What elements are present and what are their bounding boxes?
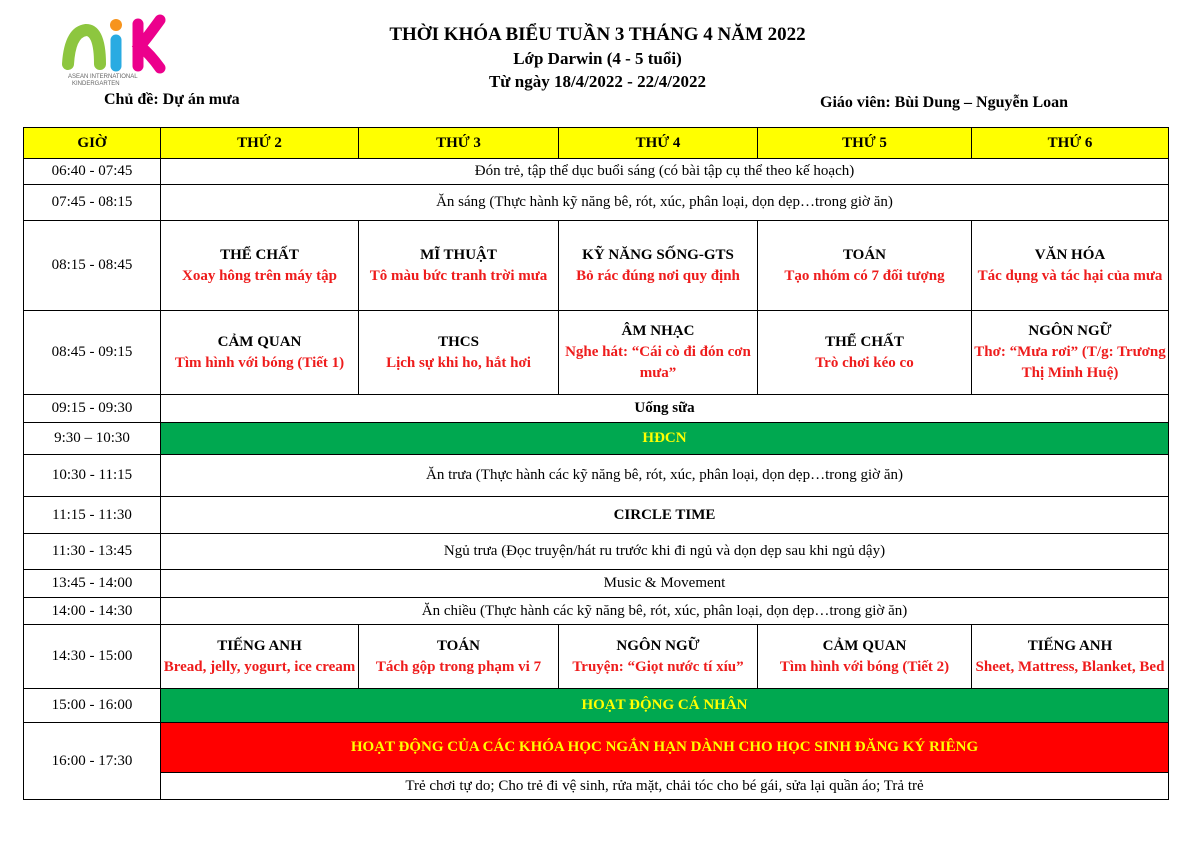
- lesson-detail: Nghe hát: “Cái cò đi đón cơn mưa”: [565, 344, 751, 381]
- lesson-detail: Xoay hông trên máy tập: [181, 267, 337, 284]
- col-wed-header: THỨ 4: [559, 128, 758, 159]
- lesson-cell: [559, 311, 758, 395]
- col-tue-header: THỨ 3: [359, 128, 559, 159]
- subject-label: VĂN HÓA: [1034, 246, 1106, 263]
- lesson-cell: [359, 311, 559, 395]
- activity-cell: HOẠT ĐỘNG CỦA CÁC KHÓA HỌC NGẮN HẠN DÀNH CHO HỌC SINH ĐĂNG KÝ RIÊNG: [161, 723, 1169, 773]
- class-name: Lớp Darwin (4 - 5 tuổi): [513, 49, 682, 68]
- col-thu-header: THỨ 5: [758, 128, 972, 159]
- lesson-cell: [161, 625, 359, 689]
- lesson-cell: [758, 221, 972, 311]
- table-row: [24, 395, 1169, 423]
- time-cell: 06:40 - 07:45: [24, 159, 161, 185]
- lesson-cell: [359, 625, 559, 689]
- table-row: [24, 689, 1169, 723]
- col-time-header: GIỜ: [24, 128, 161, 159]
- lesson-cell: [758, 311, 972, 395]
- lesson-detail: Sheet, Mattress, Blanket, Bed: [975, 658, 1165, 675]
- schedule-title: THỜI KHÓA BIỂU TUẦN 3 THÁNG 4 NĂM 2022: [389, 24, 806, 45]
- subject-label: CẢM QUAN: [822, 637, 907, 654]
- table-row: [24, 497, 1169, 534]
- subject-label: THỂ CHẤT: [825, 333, 904, 350]
- activity-cell: Music & Movement: [161, 570, 1169, 598]
- lesson-cell: [161, 221, 359, 311]
- time-cell: 13:45 - 14:00: [24, 570, 161, 598]
- activity-cell: Trẻ chơi tự do; Cho trẻ đi vệ sinh, rửa mặt, chải tóc cho bé gái, sửa lại quần áo; Trả trẻ: [161, 773, 1169, 800]
- lesson-detail: Trò chơi kéo co: [815, 354, 914, 371]
- lesson-detail: Tạo nhóm có 7 đối tượng: [784, 267, 945, 284]
- lesson-detail: Tác dụng và tác hại của mưa: [977, 267, 1163, 284]
- subject-label: TOÁN: [436, 637, 481, 654]
- lesson-cell: [972, 625, 1169, 689]
- activity-cell: CIRCLE TIME: [161, 497, 1169, 534]
- subject-label: NGÔN NGỮ: [616, 637, 700, 654]
- subject-label: TOÁN: [842, 246, 887, 263]
- table-row: [24, 570, 1169, 598]
- lesson-detail: Truyện: “Giọt nước tí xíu”: [572, 658, 744, 675]
- activity-cell: Ngủ trưa (Đọc truyện/hát ru trước khi đi ngủ và dọn dẹp sau khi ngủ dậy): [161, 534, 1169, 570]
- teacher-label: Giáo viên: Bùi Dung – Nguyễn Loan: [820, 94, 1069, 111]
- logo-caption-2: KINDERGARTEN: [72, 81, 120, 87]
- activity-cell: Ăn sáng (Thực hành kỹ năng bê, rót, xúc, phân loại, dọn dẹp…trong giờ ăn): [161, 185, 1169, 221]
- activity-cell: Ăn chiều (Thực hành các kỹ năng bê, rót, xúc, phân loại, dọn dẹp…trong giờ ăn): [161, 598, 1169, 625]
- subject-label: NGÔN NGỮ: [1028, 323, 1112, 339]
- lesson-cell: [559, 221, 758, 311]
- table-row: [24, 625, 1169, 689]
- date-range: Từ ngày 18/4/2022 - 22/4/2022: [488, 72, 707, 91]
- time-cell: 10:30 - 11:15: [24, 455, 161, 497]
- table-row: [24, 534, 1169, 570]
- table-row: [24, 455, 1169, 497]
- subject-label: ÂM NHẠC: [621, 323, 695, 339]
- header-row: [24, 128, 1169, 159]
- time-cell: 15:00 - 16:00: [24, 689, 161, 723]
- lesson-detail: Tô màu bức tranh trời mưa: [369, 267, 548, 284]
- table-row: [24, 221, 1169, 311]
- subject-label: MĨ THUẬT: [420, 246, 497, 263]
- table-row: [24, 423, 1169, 455]
- subject-label: THỂ CHẤT: [220, 246, 299, 263]
- activity-cell: HĐCN: [161, 423, 1169, 455]
- col-fri-header: THỨ 6: [972, 128, 1169, 159]
- time-cell: 9:30 – 10:30: [24, 423, 161, 455]
- subject-label: TIẾNG ANH: [217, 637, 302, 654]
- table-row: [24, 311, 1169, 395]
- time-cell: 14:30 - 15:00: [24, 625, 161, 689]
- col-mon-header: THỨ 2: [161, 128, 359, 159]
- lesson-detail: Tìm hình với bóng (Tiết 2): [779, 658, 950, 675]
- timetable: [23, 127, 1169, 800]
- activity-cell: HOẠT ĐỘNG CÁ NHÂN: [161, 689, 1169, 723]
- time-cell: 08:45 - 09:15: [24, 311, 161, 395]
- lesson-cell: [559, 625, 758, 689]
- lesson-detail: Tách gộp trong phạm vi 7: [375, 658, 542, 675]
- logo-caption-1: ASEAN INTERNATIONAL: [68, 74, 138, 80]
- lesson-cell: [359, 221, 559, 311]
- lesson-cell: [972, 311, 1169, 395]
- time-cell: 14:00 - 14:30: [24, 598, 161, 625]
- time-cell: 11:15 - 11:30: [24, 497, 161, 534]
- activity-cell: Uống sữa: [161, 395, 1169, 423]
- lesson-detail: Thơ: “Mưa rơi” (T/g: Trương Thị Minh Huệ): [974, 344, 1166, 381]
- time-cell: 08:15 - 08:45: [24, 221, 161, 311]
- lesson-cell: [972, 221, 1169, 311]
- subject-label: TIẾNG ANH: [1027, 637, 1113, 654]
- table-row: [24, 598, 1169, 625]
- time-cell: 09:15 - 09:30: [24, 395, 161, 423]
- time-cell: 16:00 - 17:30: [24, 723, 161, 800]
- lesson-detail: Lịch sự khi ho, hắt hơi: [386, 354, 531, 371]
- table-row: [24, 185, 1169, 221]
- lesson-detail: Bỏ rác đúng nơi quy định: [576, 267, 740, 284]
- activity-cell: Đón trẻ, tập thể dục buổi sáng (có bài tập cụ thể theo kế hoạch): [161, 159, 1169, 185]
- subject-label: KỸ NĂNG SỐNG-GTS: [582, 246, 734, 263]
- lesson-detail: Tìm hình với bóng (Tiết 1): [174, 354, 345, 371]
- time-cell: 11:30 - 13:45: [24, 534, 161, 570]
- subject-label: CẢM QUAN: [217, 333, 302, 350]
- lesson-detail: Bread, jelly, yogurt, ice cream: [163, 658, 356, 675]
- table-row: [24, 773, 1169, 800]
- lesson-cell: [758, 625, 972, 689]
- time-cell: 07:45 - 08:15: [24, 185, 161, 221]
- subject-label: THCS: [438, 333, 479, 350]
- table-row: [24, 723, 1169, 773]
- activity-cell: Ăn trưa (Thực hành các kỹ năng bê, rót, xúc, phân loại, dọn dẹp…trong giờ ăn): [161, 455, 1169, 497]
- topic-label: Chủ đề: Dự án mưa: [104, 91, 240, 108]
- table-row: [24, 159, 1169, 185]
- lesson-cell: [161, 311, 359, 395]
